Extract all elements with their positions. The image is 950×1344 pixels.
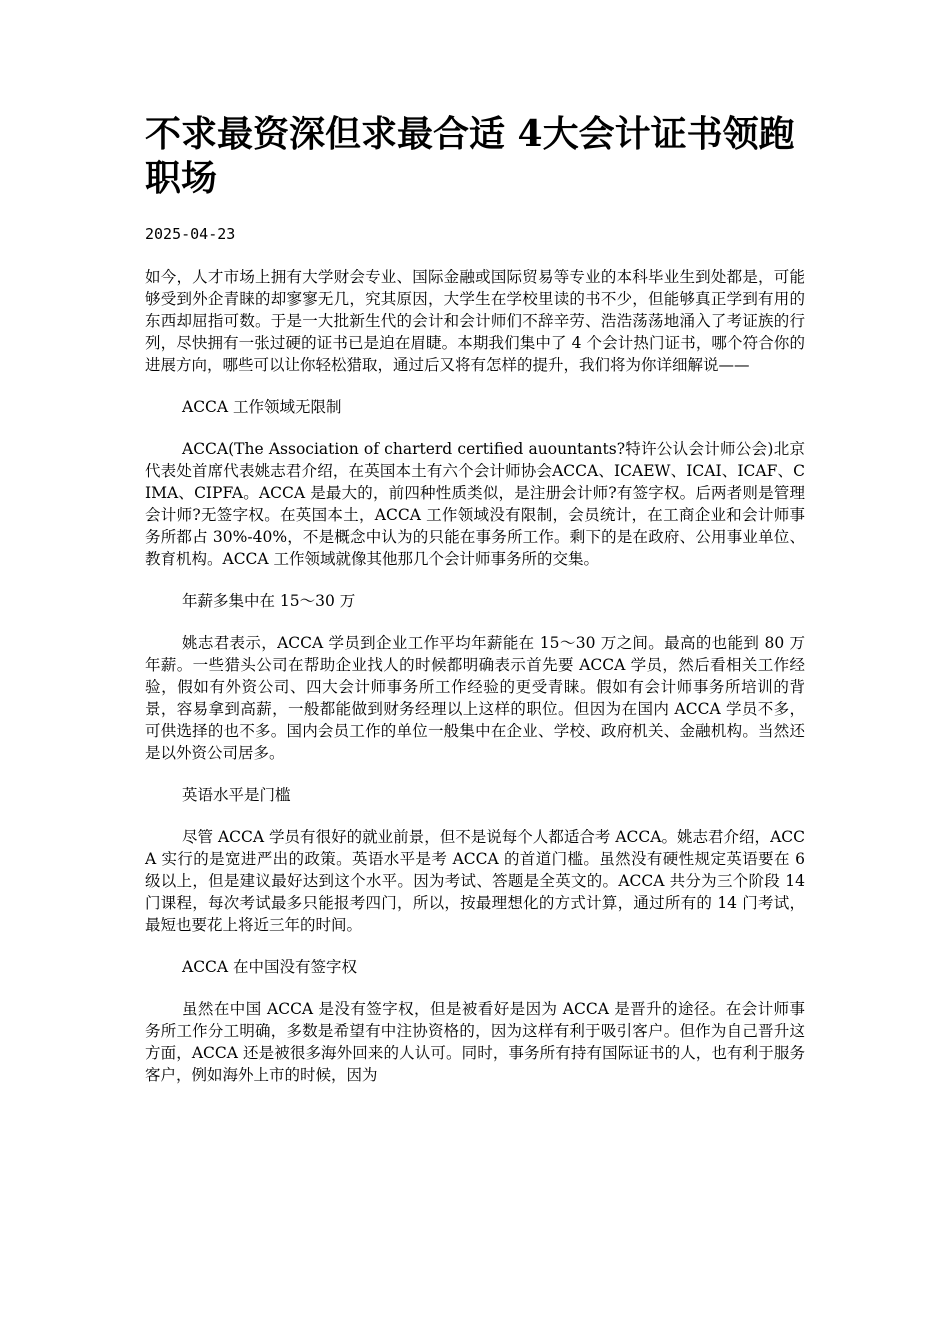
document-page [145, 112, 805, 1106]
body-paragraph: 姚志君表示，ACCA 学员到企业工作平均年薪能在 15～30 万之间。最高的也能到 80 万年薪。一些猎头公司在帮助企业找人的时候都明确表示首先要 ACCA 学员，然后看相关工作经验，假如有外资公司、四大会计师事务所工作经验的更受青睐。假如有会计师事务所培训的背景，容易拿到高薪，一般都能做到财务经理以上这样的职位。但因为在国内 ACCA 学员不多，可供选择的也不多。国内会员工作的单位一般集中在企业、学校、政府机关、金融机构。当然还是以外资公司居多。 [145, 634, 805, 762]
body-paragraph: 虽然在中国 ACCA 是没有签字权，但是被看好是因为 ACCA 是晋升的途径。在会计师事务所工作分工明确，多数是希望有中注协资格的，因为这样有利于吸引客户。但作为自己晋升这方面，ACCA 还是被很多海外回来的人认可。同时，事务所有持有国际证书的人，也有利于服务客户，例如海外上市的时候，因为 [145, 1000, 805, 1084]
intro-paragraph: 如今，人才市场上拥有大学财会专业、国际金融或国际贸易等专业的本科毕业生到处都是，可能够受到外企青睐的却寥寥无几，究其原因，大学生在学校里读的书不少，但能够真正学到有用的东西却屈指可数。于是一大批新生代的会计和会计师们不辞辛劳、浩浩荡荡地涌入了考证族的行列，尽快拥有一张过硬的证书已是迫在眉睫。本期我们集中了 4 个会计热门证书，哪个符合你的进展方向，哪些可以让你轻松猎取，通过后又将有怎样的提升，我们将为你详细解说—— [145, 268, 805, 374]
section-heading: ACCA 在中国没有签字权 [182, 958, 358, 976]
body-paragraph: ACCA(The Association of charterd certified auountants?特许公认会计师公会)北京代表处首席代表姚志君介绍，在英国本土有六个会计师协会ACCA、ICAEW、ICAI、ICAF、CIMA、CIPFA。ACCA 是最大的，前四种性质类似，是注册会计师?有签字权。后两者则是管理会计师?无签字权。在英国本土，ACCA 工作领域没有限制，会员统计，在工商企业和会计师事务所都占 30%-40%，不是概念中认为的只能在事务所工作。剩下的是在政府、公用事业单位、教育机构。ACCA 工作领域就像其他那几个会计师事务所的交集。 [145, 440, 805, 568]
body-paragraph: 尽管 ACCA 学员有很好的就业前景，但不是说每个人都适合考 ACCA。姚志君介绍，ACCA 实行的是宽进严出的政策。英语水平是考 ACCA 的首道门槛。虽然没有硬性规定英语要在 6 级以上，但是建议最好达到这个水平。因为考试、答题是全英文的。ACCA 共分为三个阶段 14 门课程，每次考试最多只能报考四门，所以，按最理想化的方式计算，通过所有的 14 门考试，最短也要花上将近三年的时间。 [145, 828, 805, 934]
article-date: 2025-04-23 [145, 225, 236, 243]
section-heading: ACCA 工作领域无限制 [182, 398, 342, 416]
section-heading: 英语水平是门槛 [182, 786, 291, 804]
article-title: 不求最资深但求最合适 4大会计证书领跑职场 [145, 113, 795, 199]
article-body [145, 266, 805, 1086]
section-heading: 年薪多集中在 15～30 万 [182, 592, 356, 610]
